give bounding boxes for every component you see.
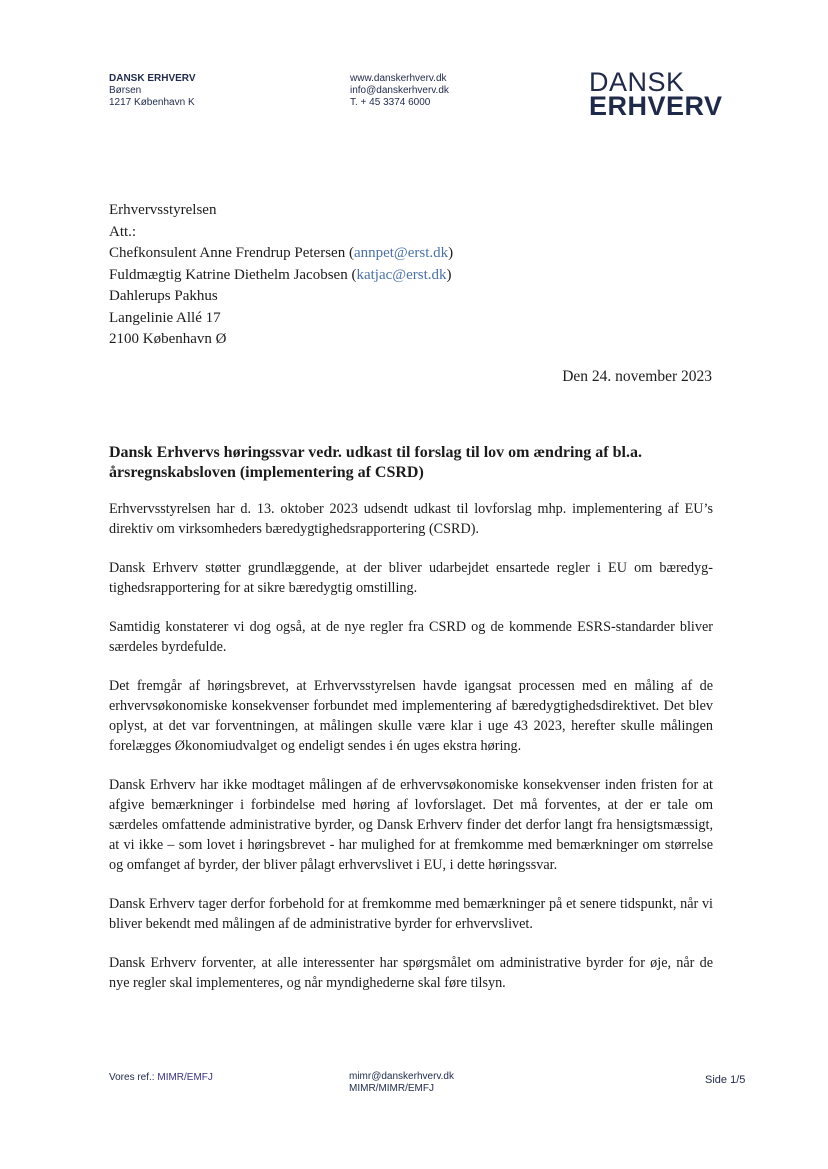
sender-address xyxy=(109,73,196,109)
phone-number: T. + 45 3374 6000 xyxy=(350,97,431,108)
person-name: Chefkonsulent Anne Frendrup Petersen ( xyxy=(109,245,354,261)
body-paragraph: Det fremgår af høringsbrevet, at Erhvervsstyrelsen havde igangsat processen med en måling af de erhvervsøkonomiske konsekvenser forbundet med implementering af bæredygtighedsdirektivet. Det blev oplyst, at det var forventningen, at målingen skulle være klar i uge 43 2023, herefter skulle målingen forelægges Økonomiudvalget og endeligt sendes i én uges ekstra høring. xyxy=(109,678,713,754)
body-paragraph: Samtidig konstaterer vi dog også, at de nye regler fra CSRD og de kommende ESRS-standarder bliver særdeles byrdefulde. xyxy=(109,619,713,655)
footer-contact-ref: MIMR/MIMR/EMFJ xyxy=(349,1083,434,1094)
recipient-address-line: 2100 København Ø xyxy=(109,331,227,347)
ref-value: MIMR/EMFJ xyxy=(157,1072,213,1083)
sender-address-line: 1217 København K xyxy=(109,97,195,108)
person-name: Fuldmægtig Katrine Diethelm Jacobsen ( xyxy=(109,266,357,283)
footer-email-link[interactable]: mimr@danskerhverv.dk xyxy=(349,1071,454,1082)
letter-body xyxy=(109,499,713,1012)
recipient-address-line: Langelinie Allé 17 xyxy=(109,309,221,326)
body-paragraph: Dansk Erhverv støtter grundlæggende, at der bliver udarbejdet ensartede regler i EU om bæredygtighedsrapportering for at sikre bæredygtig omstilling. xyxy=(109,560,713,596)
body-paragraph: Erhvervsstyrelsen har d. 13. oktober 2023 udsendt udkast til lovforslag mhp. implementering af EU’s direktiv om virksomheders bæredygtighedsrapportering (CSRD). xyxy=(109,501,713,537)
page-number: Side 1/5 xyxy=(705,1074,746,1086)
logo-line-2: ERHVERV xyxy=(589,91,723,121)
recipient-org: Erhvervsstyrelsen xyxy=(109,202,217,218)
person-email-link[interactable]: annpet@erst.dk xyxy=(353,245,449,261)
paren: ) xyxy=(446,266,452,283)
body-paragraph: Dansk Erhverv forventer, at alle interessenter har spørgsmålet om administrative byrder for øje, når de nye regler skal implementeres, og når myndighederne skal føre tilsyn. xyxy=(109,955,713,991)
sender-name: DANSK ERHVERV xyxy=(109,73,196,84)
letter-heading: Dansk Erhvervs høringssvar vedr. udkast til forslag til lov om ændring af bl.a. årsregnskabsloven (implementering af CSRD) xyxy=(109,444,642,481)
recipient-block xyxy=(109,200,453,351)
ref-label: Vores ref.: xyxy=(109,1072,158,1083)
sender-address-line: Børsen xyxy=(109,85,142,96)
footer-contact xyxy=(349,1071,454,1095)
person-email-link[interactable]: katjac@erst.dk xyxy=(356,266,447,283)
recipient-att: Att.: xyxy=(109,223,137,240)
logo-line-1: DANSK xyxy=(589,67,685,97)
email-link[interactable]: info@danskerhverv.dk xyxy=(350,85,449,96)
recipient-person-1 xyxy=(109,243,453,265)
body-paragraph: Dansk Erhverv tager derfor forbehold for at fremkomme med bemærkninger på et senere tidspunkt, når vi bliver bekendt med målingen af de administrative byrder for erhvervslivet. xyxy=(109,896,713,932)
body-paragraph: Dansk Erhverv har ikke modtaget målingen af de erhvervsøkonomiske konsekvenser inden fristen for at afgive bemærkninger i forbindelse med høring af lovforslaget. Det må forventes, at der er tale om særdeles omfattende administrative byrder, og Dansk Erhverv finder det derfor langt fra hensigtsmæssigt, at vi ikke – som lovet i høringsbrevet - har mulighed for at fremkomme med bemærkninger om størrelse og omfanget af byrder, der bliver pålagt erhvervslivet i EU, i dette høringssvar. xyxy=(109,777,713,873)
sender-contact xyxy=(350,73,449,109)
website-link[interactable]: www.danskerhverv.dk xyxy=(350,73,447,84)
company-logo xyxy=(589,67,723,121)
paren: ) xyxy=(448,245,454,261)
recipient-address-line: Dahlerups Pakhus xyxy=(109,288,218,304)
footer-reference xyxy=(109,1072,213,1084)
letter-date: Den 24. november 2023 xyxy=(562,368,712,385)
recipient-person-2 xyxy=(109,265,453,287)
